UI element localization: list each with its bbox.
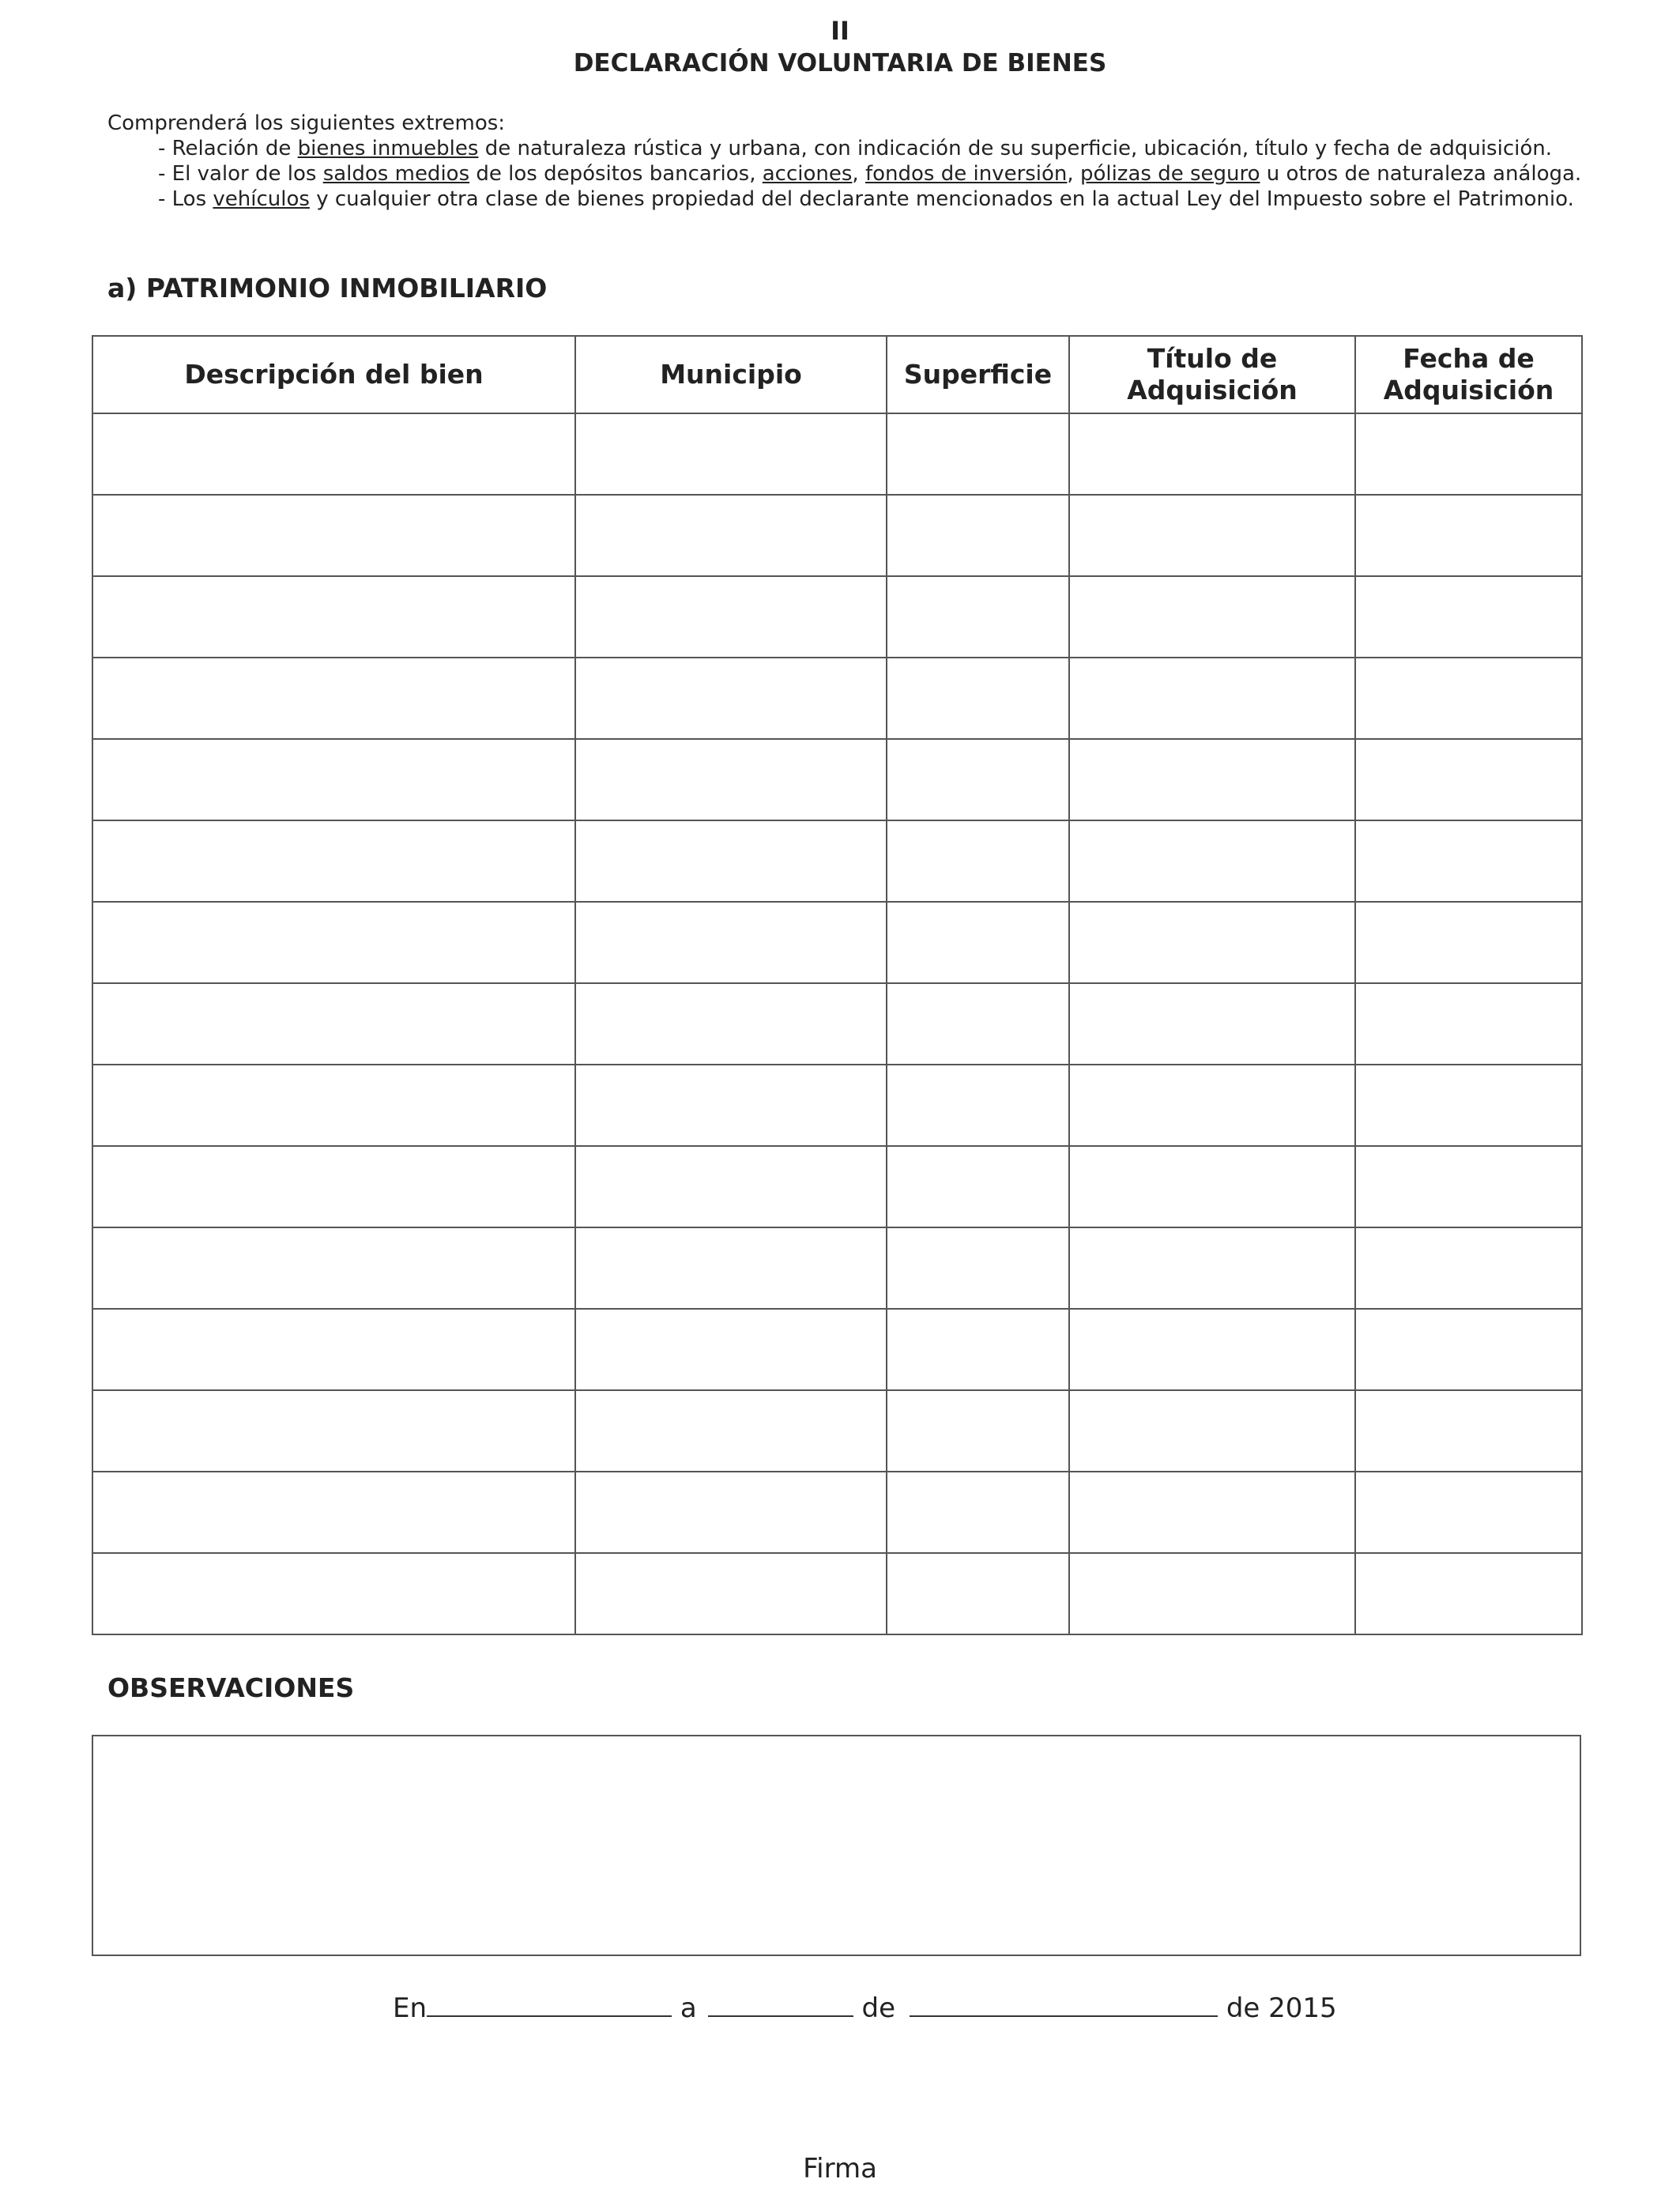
column-header-fecha [1355,336,1582,413]
table-row [92,413,1582,495]
cell-descripcion[interactable] [92,413,575,495]
table-row [92,983,1582,1065]
underlined-term: pólizas de seguro [1079,162,1260,186]
cell-fecha[interactable] [1355,576,1582,658]
cell-municipio[interactable] [575,983,887,1065]
bullet-text: - Los [158,187,213,211]
cell-descripcion[interactable] [92,1472,575,1553]
bullet-vehiculos [158,187,1581,212]
cell-descripcion[interactable] [92,1390,575,1472]
cell-fecha[interactable] [1355,1227,1582,1309]
bullet-text: y cualquier otra clase de bienes propiedad del declarante mencionados en la actual Ley del Impuesto sobre el Patrimonio. [309,187,1574,211]
table-row [92,1472,1582,1553]
bullet-saldos [158,161,1581,187]
cell-titulo[interactable] [1069,1146,1355,1227]
bullet-text: de los depósitos bancarios, [469,162,763,186]
cell-superficie[interactable] [887,1227,1069,1309]
bullet-text: - El valor de los [158,162,323,186]
cell-superficie[interactable] [887,983,1069,1065]
cell-descripcion[interactable] [92,1227,575,1309]
observaciones-title: OBSERVACIONES [107,1672,355,1703]
bullet-text: , [852,162,865,186]
cell-titulo[interactable] [1069,576,1355,658]
column-header-municipio [575,336,887,413]
table-row [92,820,1582,902]
dateline-year: de 2015 [1226,1992,1337,2024]
table-row [92,495,1582,576]
header-label: Adquisición [1127,375,1298,405]
cell-descripcion[interactable] [92,495,575,576]
table-row [92,576,1582,658]
cell-titulo[interactable] [1069,1472,1355,1553]
cell-superficie[interactable] [887,1390,1069,1472]
dateline-en: En [393,1992,428,2024]
cell-descripcion[interactable] [92,983,575,1065]
cell-superficie[interactable] [887,413,1069,495]
cell-fecha[interactable] [1355,1309,1582,1390]
cell-fecha[interactable] [1355,1553,1582,1634]
cell-superficie[interactable] [887,820,1069,902]
header-label: Adquisición [1383,375,1554,405]
intro-text: Comprenderá los siguientes extremos: [107,111,506,135]
cell-titulo[interactable] [1069,739,1355,820]
cell-fecha[interactable] [1355,983,1582,1065]
cell-municipio[interactable] [575,576,887,658]
intro-bullets [158,136,1581,212]
date-line [393,1992,1337,2024]
cell-fecha[interactable] [1355,820,1582,902]
cell-superficie[interactable] [887,495,1069,576]
bullet-inmuebles [158,136,1581,161]
cell-descripcion[interactable] [92,658,575,739]
place-blank[interactable] [427,1992,672,2017]
cell-fecha[interactable] [1355,1146,1582,1227]
underlined-term: acciones [762,162,853,186]
cell-superficie[interactable] [887,1472,1069,1553]
cell-municipio[interactable] [575,902,887,983]
section-title: a) PATRIMONIO INMOBILIARIO [107,273,548,303]
cell-titulo[interactable] [1069,902,1355,983]
cell-titulo[interactable] [1069,1227,1355,1309]
underlined-term: saldos medios [322,162,470,186]
cell-fecha[interactable] [1355,739,1582,820]
cell-fecha[interactable] [1355,413,1582,495]
cell-municipio[interactable] [575,1309,887,1390]
cell-superficie[interactable] [887,1553,1069,1634]
table-row [92,1553,1582,1634]
cell-municipio[interactable] [575,820,887,902]
cell-descripcion[interactable] [92,1309,575,1390]
cell-descripcion[interactable] [92,576,575,658]
cell-municipio[interactable] [575,495,887,576]
table-header-row [92,336,1582,413]
cell-superficie[interactable] [887,902,1069,983]
cell-titulo[interactable] [1069,495,1355,576]
cell-titulo[interactable] [1069,820,1355,902]
cell-municipio[interactable] [575,658,887,739]
column-header-superficie [887,336,1069,413]
month-blank[interactable] [910,1992,1218,2017]
header-label: Municipio [660,359,802,390]
cell-municipio[interactable] [575,1065,887,1146]
cell-descripcion[interactable] [92,739,575,820]
dateline-a: a [680,1992,697,2024]
cell-municipio[interactable] [575,739,887,820]
cell-municipio[interactable] [575,1227,887,1309]
column-header-descripcion [92,336,575,413]
header-label: Superficie [903,359,1053,390]
table-row [92,902,1582,983]
cell-superficie[interactable] [887,739,1069,820]
cell-descripcion[interactable] [92,902,575,983]
bullet-text: de naturaleza rústica y urbana, con indicación de su superficie, ubicación, título y fecha de adquisición. [478,137,1552,160]
table-row [92,1390,1582,1472]
table-row [92,658,1582,739]
cell-fecha[interactable] [1355,495,1582,576]
cell-titulo[interactable] [1069,413,1355,495]
cell-municipio[interactable] [575,1553,887,1634]
cell-fecha[interactable] [1355,902,1582,983]
cell-descripcion[interactable] [92,1065,575,1146]
dateline-de: de [861,1992,895,2024]
cell-superficie[interactable] [887,658,1069,739]
bullet-text: , [1067,162,1080,186]
cell-titulo[interactable] [1069,1065,1355,1146]
underlined-term: fondos de inversión [864,162,1068,186]
cell-titulo[interactable] [1069,983,1355,1065]
cell-descripcion[interactable] [92,1146,575,1227]
cell-fecha[interactable] [1355,658,1582,739]
cell-superficie[interactable] [887,1146,1069,1227]
cell-fecha[interactable] [1355,1472,1582,1553]
cell-titulo[interactable] [1069,1390,1355,1472]
header-label: Título de [1147,343,1278,374]
cell-superficie[interactable] [887,1309,1069,1390]
bullet-text: u otros de naturaleza análoga. [1260,162,1582,186]
page-title: DECLARACIÓN VOLUNTARIA DE BIENES [573,49,1107,77]
signature-label: Firma [803,2153,877,2185]
day-blank[interactable] [708,1992,853,2017]
cell-municipio[interactable] [575,1146,887,1227]
cell-titulo[interactable] [1069,1553,1355,1634]
bullet-text: - Relación de [158,137,298,160]
header-label: Fecha de [1403,343,1535,374]
cell-titulo[interactable] [1069,1309,1355,1390]
cell-fecha[interactable] [1355,1065,1582,1146]
section-number: II [831,16,849,46]
observaciones-field[interactable] [92,1735,1581,1956]
table-row [92,1065,1582,1146]
cell-superficie[interactable] [887,1065,1069,1146]
header-label: Descripción del bien [184,359,484,390]
cell-descripcion[interactable] [92,1553,575,1634]
cell-municipio[interactable] [575,413,887,495]
table-body [92,413,1582,1634]
underlined-term: bienes inmuebles [297,137,479,160]
table-row [92,739,1582,820]
cell-municipio[interactable] [575,1390,887,1472]
table-row [92,1309,1582,1390]
table-row [92,1227,1582,1309]
cell-descripcion[interactable] [92,820,575,902]
cell-titulo[interactable] [1069,658,1355,739]
underlined-term: vehículos [213,187,310,211]
patrimonio-table [92,335,1583,1635]
table-row [92,1146,1582,1227]
column-header-titulo [1069,336,1355,413]
cell-superficie[interactable] [887,576,1069,658]
cell-municipio[interactable] [575,1472,887,1553]
cell-fecha[interactable] [1355,1390,1582,1472]
